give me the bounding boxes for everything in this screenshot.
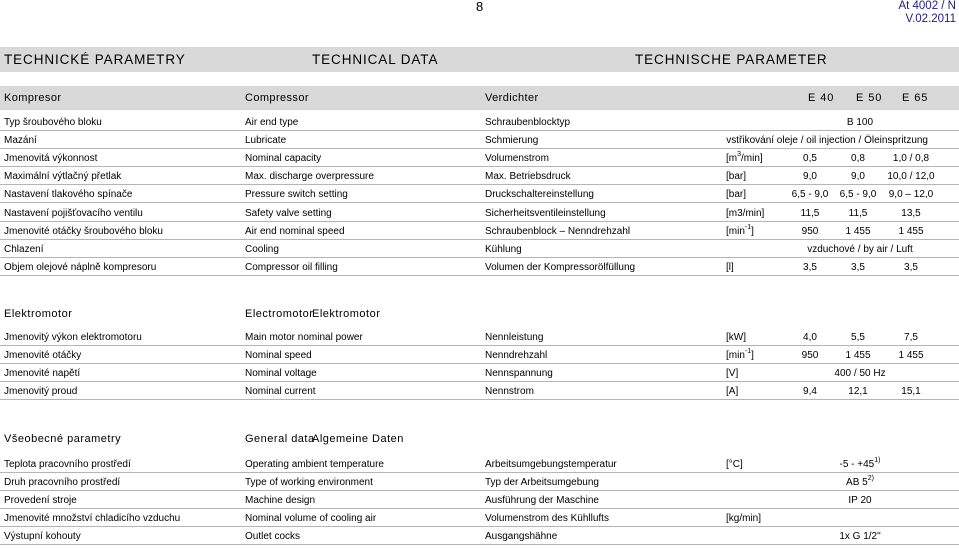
model-value-1: 950 bbox=[801, 226, 819, 237]
span-value-text: 1x G 1/2" bbox=[839, 531, 881, 542]
unit-superscript: -1 bbox=[744, 348, 752, 355]
unit: [m bbox=[726, 153, 738, 164]
param-name-cz: Nastavení tlakového spínače bbox=[4, 189, 133, 200]
param-name-cz: Mazání bbox=[4, 135, 37, 146]
param-name-en: Type of working environment bbox=[245, 477, 373, 488]
param-name-de: Ausführung der Maschine bbox=[485, 495, 599, 506]
unit: [°C] bbox=[726, 459, 743, 470]
title-cz: TECHNICKÉ PARAMETRY bbox=[4, 52, 186, 67]
span-value-text: IP 20 bbox=[848, 495, 872, 506]
unit: [kW] bbox=[726, 332, 746, 343]
compressor-label-de: Verdichter bbox=[485, 92, 539, 104]
param-name-en: Main motor nominal power bbox=[245, 332, 363, 343]
model-value-1: 6,5 - 9,0 bbox=[791, 189, 829, 200]
param-name-en: Nominal current bbox=[245, 386, 316, 397]
model-value-1: 11,5 bbox=[800, 208, 820, 219]
span-value bbox=[780, 117, 940, 128]
param-name-en: Operating ambient temperature bbox=[245, 459, 384, 470]
unit: [V] bbox=[726, 368, 739, 379]
table-row bbox=[0, 226, 959, 243]
model-value-1: 3,5 bbox=[803, 262, 817, 273]
model-value-2: 12,1 bbox=[848, 386, 868, 397]
row-divider bbox=[0, 526, 959, 527]
unit: [m3/min] bbox=[726, 208, 765, 219]
param-name-en: Outlet cocks bbox=[245, 531, 301, 542]
param-name-de: Arbeitsumgebungstemperatur bbox=[485, 459, 617, 470]
compressor-header-band bbox=[0, 86, 959, 110]
table-row bbox=[0, 477, 959, 494]
param-name-cz: Druh pracovního prostředí bbox=[4, 477, 121, 488]
model-value-2: 1 455 bbox=[845, 350, 871, 361]
unit: [l] bbox=[726, 262, 734, 273]
span-value bbox=[780, 495, 940, 506]
span-value-text: AB 5 bbox=[846, 477, 868, 488]
general-label-cz: Všeobecné parametry bbox=[4, 433, 122, 445]
unit-cell bbox=[726, 332, 746, 343]
span-value bbox=[726, 135, 928, 146]
model-value-2: 3,5 bbox=[851, 262, 865, 273]
param-name-en: Max. discharge overpressure bbox=[245, 171, 374, 182]
unit-cell bbox=[726, 153, 763, 164]
span-value-text: vzduchové / by air / Luft bbox=[807, 244, 913, 255]
param-name-de: Kühlung bbox=[485, 244, 522, 255]
unit-superscript: -1 bbox=[744, 224, 752, 231]
param-name-de: Nennleistung bbox=[485, 332, 544, 343]
unit-suffix: ] bbox=[751, 350, 754, 361]
unit-cell bbox=[726, 189, 746, 200]
motor-label-cz: Elektromotor bbox=[4, 308, 73, 320]
table-row bbox=[0, 332, 959, 349]
table-row bbox=[0, 495, 959, 512]
param-name-de: Volumen der Kompressorölfüllung bbox=[485, 262, 636, 273]
row-divider bbox=[0, 166, 959, 167]
model-e50: E 50 bbox=[856, 92, 883, 104]
param-name-de: Druckschaltereinstellung bbox=[485, 189, 594, 200]
unit-cell bbox=[726, 368, 738, 379]
unit: [bar] bbox=[726, 171, 747, 182]
span-value bbox=[780, 244, 940, 255]
model-value-3: 9,0 – 12,0 bbox=[888, 189, 934, 200]
unit-cell bbox=[726, 208, 764, 219]
param-name-en: Air end nominal speed bbox=[245, 226, 345, 237]
param-name-cz: Jmenovitá výkonnost bbox=[4, 153, 98, 164]
model-value-2: 9,0 bbox=[851, 171, 865, 182]
unit-superscript: 3 bbox=[737, 151, 742, 158]
model-value-3: 1 455 bbox=[898, 350, 924, 361]
param-name-en: Nominal volume of cooling air bbox=[245, 513, 377, 524]
param-name-en: Pressure switch setting bbox=[245, 189, 348, 200]
row-divider bbox=[0, 221, 959, 222]
param-name-cz: Chlazení bbox=[4, 244, 44, 255]
row-divider bbox=[0, 257, 959, 258]
param-name-de: Sicherheitsventileinstellung bbox=[485, 208, 606, 219]
document-reference bbox=[898, 0, 956, 26]
model-value-3: 13,5 bbox=[901, 208, 921, 219]
model-value-1: 9,4 bbox=[803, 386, 817, 397]
param-name-en: Nominal voltage bbox=[245, 368, 317, 379]
unit-cell bbox=[726, 459, 743, 470]
model-value-3: 3,5 bbox=[904, 262, 918, 273]
table-row bbox=[0, 386, 959, 403]
span-value-text: B 100 bbox=[846, 117, 874, 128]
model-value-3: 1,0 / 0,8 bbox=[892, 153, 930, 164]
span-value-text: -5 - +45 bbox=[839, 459, 875, 470]
param-name-de: Volumenstrom des Kühllufts bbox=[485, 513, 609, 524]
param-name-cz: Provedení stroje bbox=[4, 495, 77, 506]
span-value bbox=[780, 459, 940, 470]
model-value-2: 6,5 - 9,0 bbox=[839, 189, 877, 200]
param-name-en: Compressor oil filling bbox=[245, 262, 338, 273]
unit: [min bbox=[726, 226, 745, 237]
param-name-en: Cooling bbox=[245, 244, 279, 255]
model-value-1: 4,0 bbox=[803, 332, 817, 343]
title-en: TECHNICAL DATA bbox=[312, 52, 439, 67]
row-divider bbox=[0, 275, 959, 276]
param-name-cz: Jmenovité napětí bbox=[4, 368, 81, 379]
param-name-de: Nennstrom bbox=[485, 386, 534, 397]
row-divider bbox=[0, 508, 959, 509]
row-divider bbox=[0, 363, 959, 364]
param-name-cz: Typ šroubového bloku bbox=[4, 117, 102, 128]
param-name-de: Schraubenblocktyp bbox=[485, 117, 571, 128]
unit-cell bbox=[726, 386, 738, 397]
param-name-cz: Jmenovité otáčky šroubového bloku bbox=[4, 226, 163, 237]
param-name-cz: Jmenovitý proud bbox=[4, 386, 78, 397]
motor-label-de: Elektromotor bbox=[312, 308, 381, 320]
model-value-2: 11,5 bbox=[848, 208, 868, 219]
param-name-de: Schraubenblock – Nenndrehzahl bbox=[485, 226, 631, 237]
row-divider bbox=[0, 148, 959, 149]
row-divider bbox=[0, 490, 959, 491]
param-name-cz: Jmenovité otáčky bbox=[4, 350, 82, 361]
unit-cell bbox=[726, 350, 754, 361]
model-value-2: 1 455 bbox=[845, 226, 871, 237]
param-name-cz: Teplota pracovního prostředí bbox=[4, 459, 131, 470]
unit-cell bbox=[726, 262, 734, 273]
model-value-1: 950 bbox=[801, 350, 819, 361]
doc-code: At 4002 / N bbox=[898, 0, 956, 12]
param-name-en: Nominal speed bbox=[245, 350, 312, 361]
param-name-en: Air end type bbox=[245, 117, 299, 128]
row-divider bbox=[0, 202, 959, 203]
model-value-1: 0,5 bbox=[803, 153, 817, 164]
unit-suffix: /min] bbox=[741, 153, 763, 164]
model-value-1: 9,0 bbox=[803, 171, 817, 182]
table-row bbox=[0, 208, 959, 225]
param-name-cz: Jmenovité množství chladicího vzduchu bbox=[4, 513, 181, 524]
unit: [min bbox=[726, 350, 745, 361]
table-row bbox=[0, 262, 959, 279]
param-name-de: Typ der Arbeitsumgebung bbox=[485, 477, 599, 488]
table-row bbox=[0, 189, 959, 206]
table-row bbox=[0, 513, 959, 530]
table-row bbox=[0, 117, 959, 134]
table-row bbox=[0, 459, 959, 476]
doc-version: V.02.2011 bbox=[905, 13, 956, 25]
row-divider bbox=[0, 472, 959, 473]
span-value bbox=[780, 477, 940, 488]
model-value-3: 10,0 / 12,0 bbox=[887, 171, 935, 182]
param-name-de: Volumenstrom bbox=[485, 153, 549, 164]
model-value-2: 0,8 bbox=[851, 153, 865, 164]
row-divider bbox=[0, 399, 959, 400]
span-value-text: 400 / 50 Hz bbox=[834, 368, 886, 379]
model-value-2: 5,5 bbox=[851, 332, 865, 343]
table-row bbox=[0, 135, 959, 152]
unit: [bar] bbox=[726, 189, 747, 200]
unit-cell bbox=[726, 171, 746, 182]
param-name-en: Lubricate bbox=[245, 135, 287, 146]
model-e40: E 40 bbox=[808, 92, 835, 104]
param-name-de: Nenndrehzahl bbox=[485, 350, 548, 361]
span-value-text: vstřikování oleje / oil injection / Öleinspritzung bbox=[726, 135, 928, 146]
param-name-en: Machine design bbox=[245, 495, 316, 506]
title-de: TECHNISCHE PARAMETER bbox=[635, 52, 828, 67]
model-value-3: 15,1 bbox=[901, 386, 921, 397]
param-name-de: Max. Betriebsdruck bbox=[485, 171, 571, 182]
model-value-3: 7,5 bbox=[904, 332, 918, 343]
general-label-en: General data bbox=[245, 433, 315, 445]
compressor-label-en: Compressor bbox=[245, 92, 309, 104]
param-name-de: Nennspannung bbox=[485, 368, 553, 379]
row-divider bbox=[0, 381, 959, 382]
param-name-de: Schmierung bbox=[485, 135, 539, 146]
motor-label-en: Electromotor bbox=[245, 308, 314, 320]
row-divider bbox=[0, 130, 959, 131]
param-name-en: Safety valve setting bbox=[245, 208, 332, 219]
param-name-cz: Jmenovitý výkon elektromotoru bbox=[4, 332, 142, 343]
page-number: 8 bbox=[476, 0, 484, 14]
table-row bbox=[0, 171, 959, 188]
row-divider bbox=[0, 184, 959, 185]
table-row bbox=[0, 153, 959, 170]
table-row bbox=[0, 531, 959, 548]
unit-cell bbox=[726, 513, 761, 524]
span-value bbox=[780, 531, 940, 542]
param-name-de: Ausgangshähne bbox=[485, 531, 558, 542]
param-name-cz: Nastavení pojišťovacího ventilu bbox=[4, 208, 143, 219]
unit-cell bbox=[726, 226, 754, 237]
table-row bbox=[0, 350, 959, 367]
unit-suffix: ] bbox=[751, 226, 754, 237]
table-row bbox=[0, 368, 959, 385]
param-name-en: Nominal capacity bbox=[245, 153, 322, 164]
unit: [kg/min] bbox=[726, 513, 762, 524]
footnote-ref: 2) bbox=[867, 475, 874, 482]
compressor-label-cz: Kompresor bbox=[4, 92, 62, 104]
title-band bbox=[0, 47, 959, 72]
footnote-ref: 1) bbox=[874, 457, 881, 464]
param-name-cz: Objem olejové náplně kompresoru bbox=[4, 262, 157, 273]
param-name-cz: Výstupní kohouty bbox=[4, 531, 81, 542]
general-label-de: Algemeine Daten bbox=[312, 433, 404, 445]
param-name-cz: Maximální výtlačný přetlak bbox=[4, 171, 122, 182]
model-value-3: 1 455 bbox=[898, 226, 924, 237]
model-e65: E 65 bbox=[902, 92, 929, 104]
unit: [A] bbox=[726, 386, 739, 397]
table-row bbox=[0, 244, 959, 261]
row-divider bbox=[0, 239, 959, 240]
row-divider bbox=[0, 345, 959, 346]
span-value bbox=[780, 368, 940, 379]
